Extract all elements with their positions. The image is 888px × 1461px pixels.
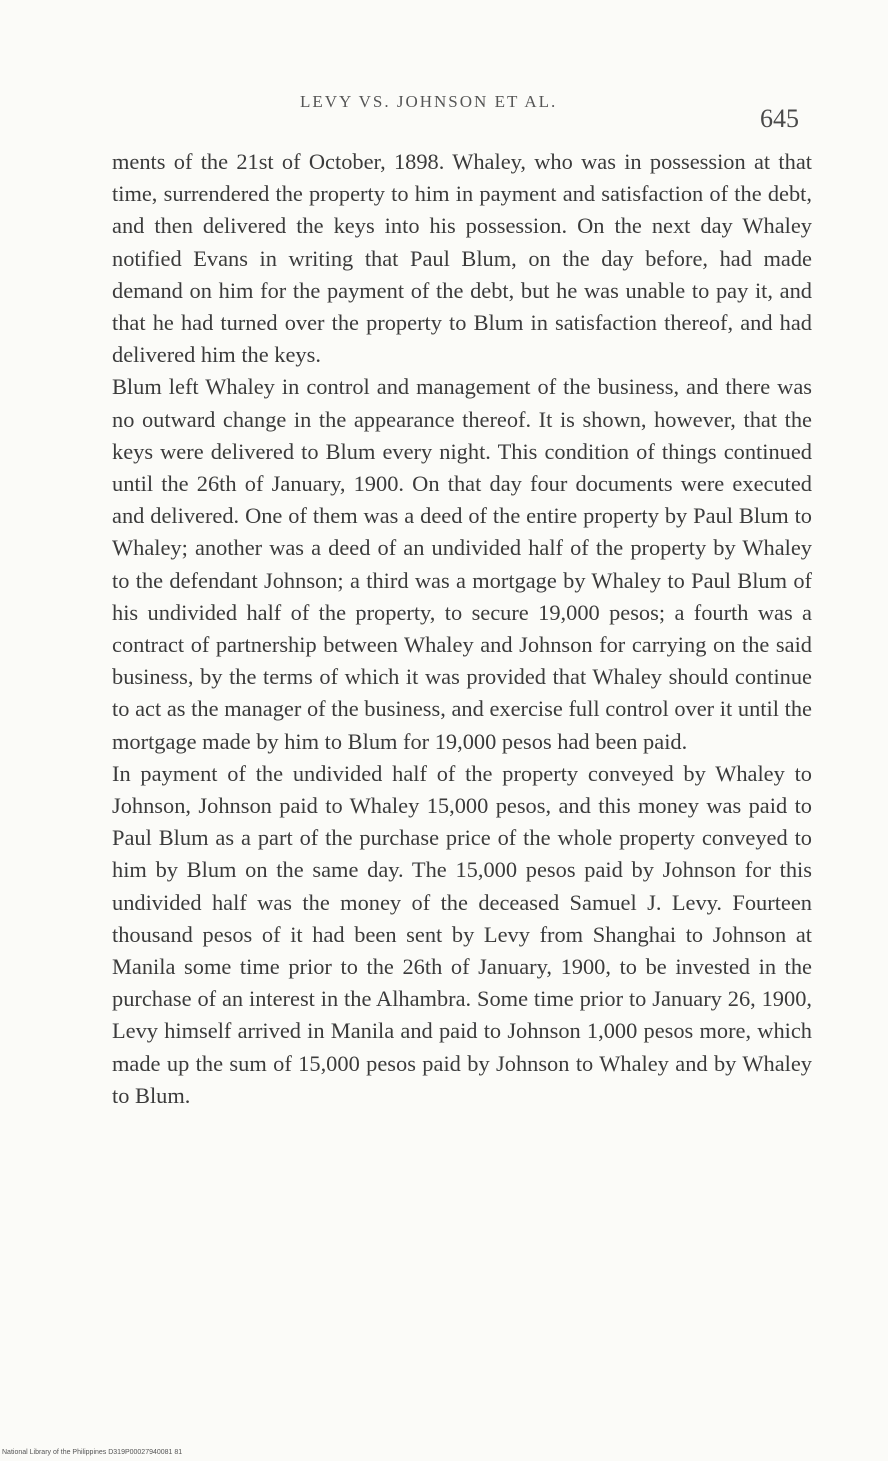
body-text [112,146,812,1112]
scan-source-note: National Library of the Philippines D319P00027940081 81 [2,1449,183,1456]
running-head: LEVY VS. JOHNSON ET AL. [300,92,558,111]
paragraph-2: Blum left Whaley in control and management of the business, and there was no outward change in the appearance thereof. It is shown, however, that the keys were delivered to Blum every night. This condition of things continued until the 26th of January, 1900. On that day four documents were executed and delivered. One of them was a deed of the entire property by Paul Blum to Whaley; another was a deed of an undivided half of the property by Whaley to the defendant Johnson; a third was a mortgage by Whaley to Paul Blum of his undivided half of the property, to secure 19,000 pesos; a fourth was a contract of partnership between Whaley and Johnson for carrying on the said business, by the terms of which it was provided that Whaley should continue to act as the manager of the business, and exercise full control over it until the mortgage made by him to Blum for 19,000 pesos had been paid. [112,374,812,754]
paragraph-3: In payment of the undivided half of the property conveyed by Whaley to Johnson, Johnson paid to Whaley 15,000 pesos, and this money was paid to Paul Blum as a part of the purchase price of the whole property conveyed to him by Blum on the same day. The 15,000 pesos paid by Johnson for this undivided half was the money of the deceased Samuel J. Levy. Fourteen thousand pesos of it had been sent by Levy from Shanghai to Johnson at Manila some time prior to the 26th of January, 1900, to be invested in the purchase of an interest in the Alhambra. Some time prior to January 26, 1900, Levy himself arrived in Manila and paid to Johnson 1,000 pesos more, which made up the sum of 15,000 pesos paid by Johnson to Whaley and by Whaley to Blum. [112,760,812,1108]
paragraph-1: ments of the 21st of October, 1898. Whaley, who was in possession at that time, surrendered the property to him in payment and satisfaction of the debt, and then delivered the keys into his possession. On the next day Whaley notified Evans in writing that Paul Blum, on the day before, had made demand on him for the payment of the debt, but he was unable to pay it, and that he had turned over the property to Blum in satisfaction thereof, and had delivered him the keys. [112,149,812,368]
page-number: 645 [760,104,799,133]
